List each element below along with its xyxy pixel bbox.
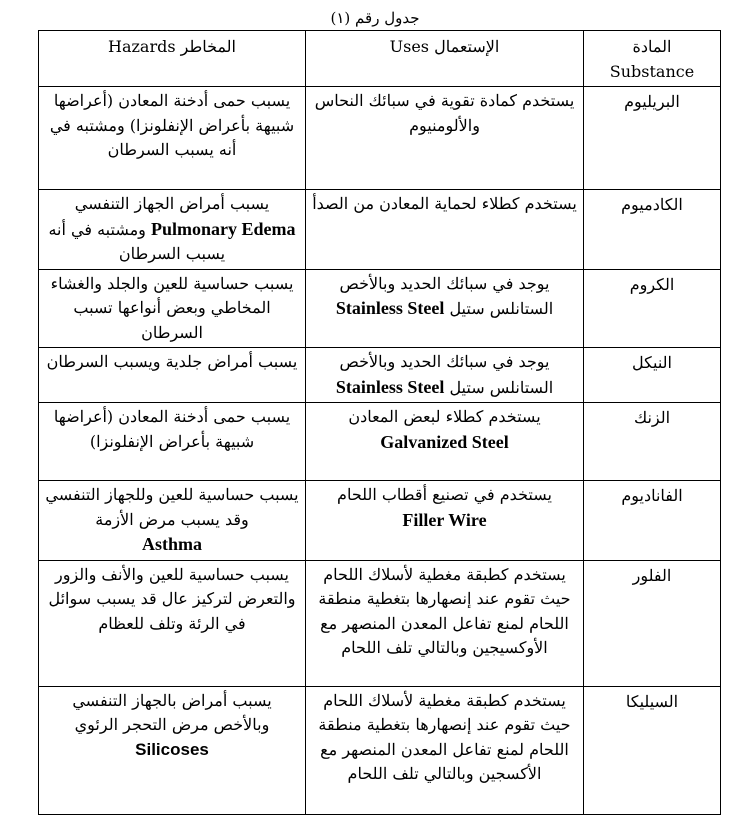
hazards-text: يسبب أمراض بالجهاز التنفسي وبالأخص مرض التحجر الرئوي xyxy=(72,690,272,734)
substance-cell: الكادميوم xyxy=(584,190,721,270)
hazards-cell xyxy=(39,481,306,561)
hazards-english-term: Pulmonary Edema xyxy=(151,218,296,239)
hazards-cell: يسبب حمى أدخنة المعادن (أعراضها شبيهة بأعراض الإنفلونزا) xyxy=(39,403,306,481)
substance-cell: الفلور xyxy=(584,560,721,686)
header-row xyxy=(39,31,721,87)
uses-cell: يستخدم كطلاء لحماية المعادن من الصدأ xyxy=(306,190,584,270)
uses-text: يستخدم كطلاء لبعض المعادن xyxy=(348,407,541,426)
table-caption: جدول رقم (١) xyxy=(330,9,420,27)
hazards-text: يسبب حساسية للعين وللجهاز التنفسي وقد يسبب مرض الأزمة xyxy=(45,485,299,529)
table-row xyxy=(39,269,721,348)
hazards-cell: يسبب حمى أدخنة المعادن (أعراضها شبيهة بأعراض الإنفلونزا) ومشتبه في أنه يسبب السرطان xyxy=(39,87,306,190)
uses-text: يستخدم في تصنيع أقطاب اللحام xyxy=(337,485,552,504)
substance-cell: النيكل xyxy=(584,348,721,403)
hazards-english-term: Silicoses xyxy=(135,739,209,759)
uses-english-term: Galvanized Steel xyxy=(380,431,509,452)
hazards-cell: يسبب حساسية للعين والأنف والزور والتعرض لتركيز عال قد يسبب سوائل في الرئة وتلف للعظام xyxy=(39,560,306,686)
header-substance: المادة Substance xyxy=(584,31,721,87)
uses-english-term: Filler Wire xyxy=(402,509,487,530)
uses-english-term: Stainless Steel xyxy=(335,298,445,318)
table-row xyxy=(39,87,721,190)
header-hazards: المخاطر Hazards xyxy=(39,31,306,87)
hazards-cell: يسبب حساسية للعين والجلد والغشاء المخاطي وبعض أنواعها تسبب السرطان xyxy=(39,269,306,348)
uses-text: يوجد في سبائك الحديد وبالأخص الستانلس ستيل xyxy=(339,273,554,318)
table-row xyxy=(39,190,721,270)
table-row xyxy=(39,403,721,481)
uses-cell xyxy=(306,481,584,561)
hazards-text-cont: ومشتبه في أنه يسبب السرطان xyxy=(48,219,226,263)
uses-cell xyxy=(306,348,584,403)
substances-table xyxy=(38,30,721,815)
uses-cell xyxy=(306,403,584,481)
table-row xyxy=(39,348,721,403)
uses-english-term: Stainless Steel xyxy=(335,376,445,397)
uses-text: يوجد في سبائك الحديد وبالأخص الستانلس ستيل xyxy=(339,352,554,397)
hazards-cell xyxy=(39,686,306,814)
substance-cell: البريليوم xyxy=(584,87,721,190)
hazards-text: يسبب أمراض الجهاز التنفسي xyxy=(74,194,270,213)
substance-cell: السيليكا xyxy=(584,686,721,814)
table-row xyxy=(39,481,721,561)
substance-cell: الكروم xyxy=(584,269,721,348)
table-row xyxy=(39,560,721,686)
hazards-cell xyxy=(39,190,306,270)
header-uses: الإستعمال Uses xyxy=(306,31,584,87)
uses-cell xyxy=(306,269,584,348)
substance-cell: الفاناديوم xyxy=(584,481,721,561)
hazards-cell: يسبب أمراض جلدية ويسبب السرطان xyxy=(39,348,306,403)
substance-cell: الزنك xyxy=(584,403,721,481)
uses-cell: يستخدم كمادة تقوية في سبائك النحاس والألومنيوم xyxy=(306,87,584,190)
table-row xyxy=(39,686,721,814)
uses-cell: يستخدم كطبقة مغطية لأسلاك اللحام حيث تقوم عند إنصهارها بتغطية منطقة اللحام لمنع تفاعل المعدن المنصهر مع الأوكسيجين وبالتالي تلف اللحام xyxy=(306,560,584,686)
uses-cell: يستخدم كطبقة مغطية لأسلاك اللحام حيث تقوم عند إنصهارها بتغطية منطقة اللحام لمنع تفاعل المعدن المنصهر مع الأكسجين وبالتالي تلف اللحام xyxy=(306,686,584,814)
hazards-english-term: Asthma xyxy=(141,534,202,554)
